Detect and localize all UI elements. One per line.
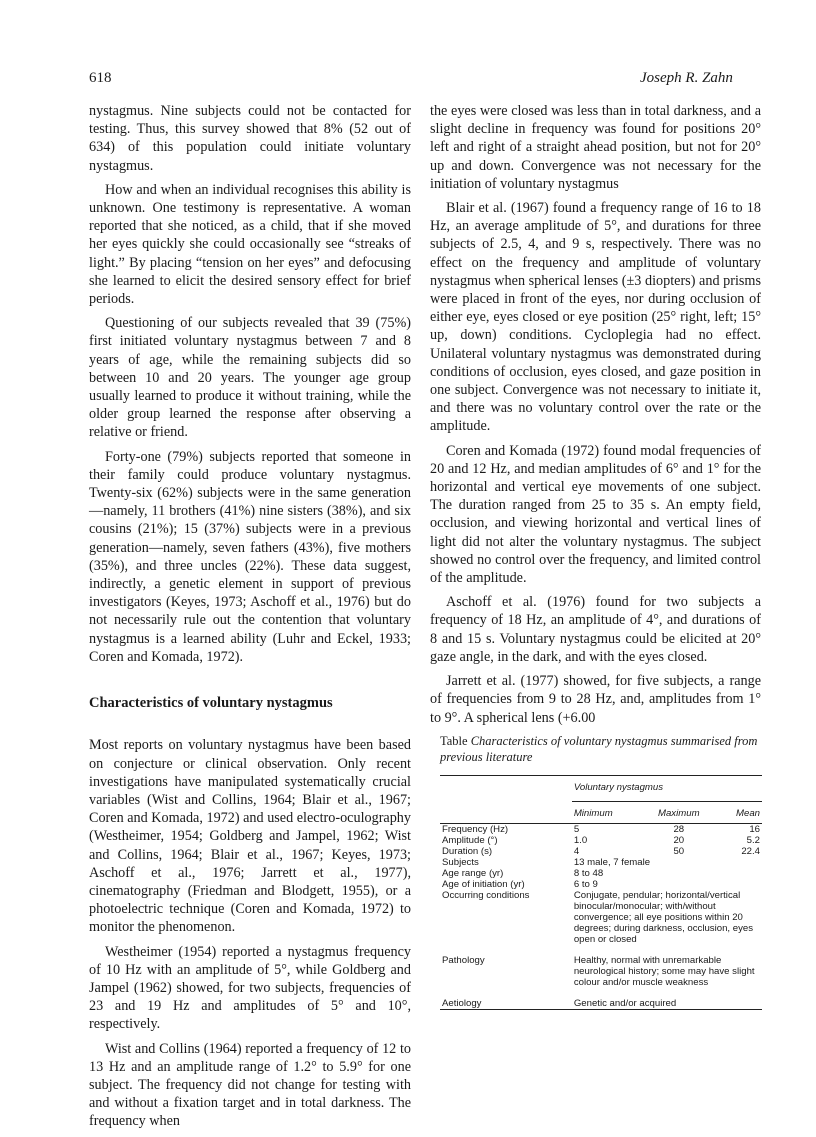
paragraph: Westheimer (1954) reported a nystagmus frequency of 10 Hz with an amplitude of 5°, while Goldberg and Jampel (1962) showed, for two subjects, frequencies of 23 and 19 Hz and amplitudes of 5° and 10°, respectively. xyxy=(89,943,411,1033)
cell-min: 1.0 xyxy=(573,835,588,846)
paragraph: Blair et al. (1967) found a frequency range of 16 to 18 Hz, an average amplitude of 5°, and durations for three subjects of 2.5, 4, and 9 s, respectively. There was no effect on the frequency and amplitude of voluntary nystagmus when spherical lenses (±3 diopters) and prisms were placed in front of the eyes, nor during occlusion of either eye, eyes closed or eye position (25° right, left; 15° up, down) conditions. Cycloplegia had no effect. Unilateral voluntary nystagmus was demonstrated during conditions of occlusion, eyes closed, and gaze position in one subject. Convergence was not necessary to initiate it, and there was no voluntary control over the rate or the amplitude. xyxy=(430,200,761,435)
cell-mean: 16 xyxy=(749,824,760,835)
cell-mean: 5.2 xyxy=(746,835,760,846)
paragraph: nystagmus. Nine subjects could not be contacted for testing. Thus, this survey showed that 8% (52 out of 634) of this population could initiate voluntary nystagmus. xyxy=(89,103,411,174)
page-number: 618 xyxy=(89,70,112,86)
cell-min: 5 xyxy=(573,824,580,835)
cell-value: Healthy, normal with unremarkable neurological history; some may have slight colour and/or muscle weakness xyxy=(573,955,755,988)
table-row xyxy=(440,955,762,998)
row-label: Aetiology xyxy=(442,998,482,1009)
table-row xyxy=(440,868,762,879)
cell-max: 28 xyxy=(673,824,685,835)
characteristics-table xyxy=(440,733,762,1010)
cell-mean: 22.4 xyxy=(741,846,760,857)
group-header: Voluntary nystagmus xyxy=(572,776,762,802)
paragraph: Aschoff et al. (1976) found for two subjects a frequency of 18 Hz, an amplitude of 4°, and durations of 8 and 15 s. Voluntary nystagmus could be elicited at 20° gaze angle, in the dark, and with the eyes closed. xyxy=(430,594,761,665)
cell-value: 13 male, 7 female xyxy=(573,857,651,868)
row-label: Age range (yr) xyxy=(442,868,504,879)
col-header-mean: Mean xyxy=(736,808,760,819)
table-label: Table xyxy=(440,734,468,748)
cell-min: 4 xyxy=(573,846,580,857)
cell-value: Genetic and/or acquired xyxy=(573,998,677,1009)
row-label: Duration (s) xyxy=(442,846,493,857)
table-row xyxy=(440,824,762,836)
cell-value: 6 to 9 xyxy=(573,879,598,890)
left-column xyxy=(89,102,411,1137)
cell-value: 8 to 48 xyxy=(573,868,604,879)
paragraph: Questioning of our subjects revealed that 39 (75%) first initiated voluntary nystagmus between 7 and 8 years of age, while the remaining subjects did so between 10 and 20 years. The younger age group usually learned to produce it without training, while the older group learned the response after observing a relative or friend. xyxy=(89,315,411,441)
row-label: Subjects xyxy=(442,857,479,868)
table-row xyxy=(440,998,762,1010)
data-table xyxy=(440,775,762,1010)
row-label: Occurring conditions xyxy=(442,890,530,901)
table-row xyxy=(440,857,762,868)
table-row xyxy=(440,846,762,857)
paragraph: Most reports on voluntary nystagmus have been based on conjecture or clinical observation. Only recent investigations have manipulated systematically crucial variables (Wist and Collins, 1964; Blair et al., 1967; Coren and Komada, 1972) and used electro-oculography (Westheimer, 1954; Goldberg and Jampel, 1962; Wist and Collins, 1964; Blair et al., 1967; Keyes, 1973; Aschoff et al., 1976; Jarrett et al., 1977), cinematography (Friedman and Blodgett, 1955), or a photoelectric technique (Coren and Komada, 1972) to monitor the phenomenon. xyxy=(89,737,411,936)
col-header-minimum: Minimum xyxy=(573,808,613,819)
col-header-maximum: Maximum xyxy=(657,808,700,819)
table-row xyxy=(440,879,762,890)
paragraph: Forty-one (79%) subjects reported that someone in their family could produce voluntary nystagmus. Twenty-six (62%) subjects were in the same generation—namely, 11 brothers (41%) nine sisters (38%), and six cousins (21%); 15 (37%) subjects were in a previous generation—namely, seven fathers (43%), five mothers (35%), and three uncles (22%). These data suggest, indirectly, a genetic element in support of previous investigators (Keyes, 1973; Aschoff et al., 1976) but do not necessarily rule out the contention that voluntary nystagmus is a learned ability (Luhr and Eckel, 1933; Coren and Komada, 1972). xyxy=(89,448,411,665)
row-label: Age of initiation (yr) xyxy=(442,879,525,890)
row-label: Pathology xyxy=(442,955,485,966)
row-label: Amplitude (°) xyxy=(442,835,498,846)
cell-value: Conjugate, pendular; horizontal/vertical binocular/monocular; with/without convergence; all eye positions within 20 degrees; during darkness, occlusion, eyes open or closed xyxy=(573,890,753,945)
paragraph: the eyes were closed was less than in total darkness, and a slight decline in frequency was found for positions 20° left and right of a straight ahead position, but not for 20° up and down. Convergence was not necessary for the initiation of voluntary nystagmus xyxy=(430,103,761,192)
paragraph: How and when an individual recognises this ability is unknown. One testimony is representative. A woman reported that she noticed, as a child, that if she moved her eyes quickly she could occasionally see “streaks of light.” By placing “tension on her eyes” and defocusing she learned to elicit the desired sensory effect for brief periods. xyxy=(89,181,411,308)
paragraph: Coren and Komada (1972) found modal frequencies of 20 and 12 Hz, and median amplitudes of 6° and 1° for the horizontal and vertical eye movements of one subject. The duration ranged from 25 to 35 s. An empty field, occlusion, and viewing horizontal and vertical lines of light did not alter the voluntary nystagmus. The subject showed no control over the frequency, and limited control of the amplitude. xyxy=(430,442,761,587)
row-label: Frequency (Hz) xyxy=(442,824,509,835)
table-row xyxy=(440,890,762,955)
paragraph: Jarrett et al. (1977) showed, for five subjects, a range of frequencies from 9 to 28 Hz, and, amplitudes from 1° to 9°. A spherical lens (+6.00 xyxy=(430,673,761,726)
table-caption xyxy=(440,733,762,765)
right-column xyxy=(430,102,761,733)
section-heading: Characteristics of voluntary nystagmus xyxy=(89,695,333,712)
table-title: Characteristics of voluntary nystagmus summarised from previous literature xyxy=(440,734,758,764)
cell-max: 50 xyxy=(673,846,685,857)
cell-max: 20 xyxy=(673,835,685,846)
table-row xyxy=(440,835,762,846)
running-head: Joseph R. Zahn xyxy=(640,70,733,86)
paragraph: Wist and Collins (1964) reported a frequency of 12 to 13 Hz and an amplitude range of 1.2° to 5.9° for one subject. The frequency did not change for testing with and without a fixation target and in total darkness. The frequency when xyxy=(89,1040,411,1130)
